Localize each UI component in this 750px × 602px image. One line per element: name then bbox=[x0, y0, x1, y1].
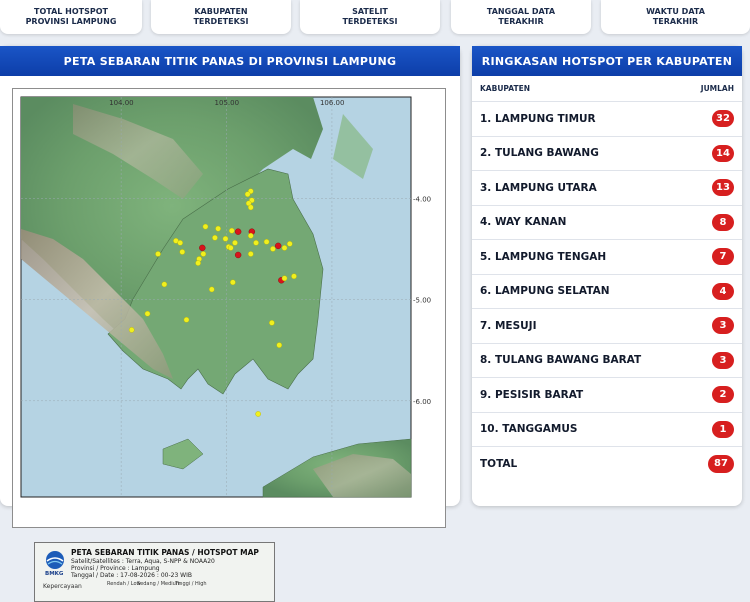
latitude-tick-label: -6.00 bbox=[413, 397, 432, 406]
column-header-jumlah: JUMLAH bbox=[700, 84, 734, 93]
kabupaten-name: 2. TULANG BAWANG bbox=[480, 147, 599, 160]
count-badge: 8 bbox=[712, 214, 734, 231]
count-badge: 3 bbox=[712, 317, 734, 334]
bmkg-logo-icon bbox=[43, 549, 67, 571]
total-label: TOTAL bbox=[480, 457, 518, 470]
hotspot-medium-marker bbox=[291, 274, 296, 279]
hotspot-medium-marker bbox=[216, 226, 221, 231]
stat-card-waktu bbox=[601, 0, 750, 34]
hotspot-medium-marker bbox=[201, 251, 206, 256]
total-badge: 87 bbox=[708, 455, 734, 473]
hotspot-medium-marker bbox=[253, 240, 258, 245]
kabupaten-name: 5. LAMPUNG TENGAH bbox=[480, 250, 607, 263]
summary-row bbox=[472, 274, 742, 309]
kabupaten-name: 8. TULANG BAWANG BARAT bbox=[480, 354, 642, 367]
hotspot-medium-marker bbox=[228, 245, 233, 250]
hotspot-medium-marker bbox=[212, 235, 217, 240]
stat-label: TOTAL HOTSPOT PROVINSI LAMPUNG bbox=[25, 7, 117, 26]
legend-class-medium: Sedang / Medium bbox=[137, 581, 181, 587]
kabupaten-name: 3. LAMPUNG UTARA bbox=[480, 181, 597, 194]
legend-class-low: Rendah / Low bbox=[107, 581, 141, 587]
hotspot-medium-marker bbox=[277, 343, 282, 348]
map-frame bbox=[12, 88, 446, 590]
kabupaten-name: 1. LAMPUNG TIMUR bbox=[480, 112, 596, 125]
hotspot-medium-marker bbox=[184, 317, 189, 322]
longitude-tick-label: 104.00 bbox=[109, 99, 134, 107]
legend-title: PETA SEBARAN TITIK PANAS / HOTSPOT MAP bbox=[71, 548, 259, 557]
hotspot-medium-marker bbox=[269, 320, 274, 325]
count-badge: 32 bbox=[712, 110, 734, 127]
latitude-tick-label: -4.00 bbox=[413, 195, 432, 204]
stat-card-tanggal bbox=[451, 0, 591, 34]
hotspot-high-marker bbox=[235, 229, 241, 235]
kabupaten-name: 6. LAMPUNG SELATAN bbox=[480, 285, 610, 298]
hotspot-medium-marker bbox=[178, 240, 183, 245]
hotspot-medium-marker bbox=[230, 280, 235, 285]
summary-row bbox=[472, 412, 742, 447]
hotspot-medium-marker bbox=[270, 246, 275, 251]
map-legend bbox=[34, 542, 275, 602]
kabupaten-name: 4. WAY KANAN bbox=[480, 216, 567, 229]
hotspot-medium-marker bbox=[162, 282, 167, 287]
hotspot-medium-marker bbox=[195, 260, 200, 265]
hotspot-medium-marker bbox=[264, 239, 269, 244]
hotspot-medium-marker bbox=[256, 411, 261, 416]
kabupaten-name: 7. MESUJI bbox=[480, 319, 537, 332]
summary-row bbox=[472, 377, 742, 412]
summary-row bbox=[472, 239, 742, 274]
longitude-tick-label: 106.00 bbox=[319, 99, 345, 107]
hotspot-medium-marker bbox=[248, 251, 253, 256]
summary-row bbox=[472, 343, 742, 378]
summary-row bbox=[472, 205, 742, 240]
summary-row bbox=[472, 101, 742, 136]
legend-confidence: Kepercayaan bbox=[43, 583, 82, 590]
hotspot-medium-marker bbox=[155, 251, 160, 256]
stat-label: TANGGAL DATA TERAKHIR bbox=[486, 7, 556, 26]
summary-row bbox=[472, 308, 742, 343]
hotspot-medium-marker bbox=[282, 276, 287, 281]
hotspot-medium-marker bbox=[209, 287, 214, 292]
hotspot-map[interactable] bbox=[13, 89, 447, 529]
stat-label: WAKTU DATA TERAKHIR bbox=[646, 7, 705, 26]
hotspot-summary-panel bbox=[472, 46, 742, 506]
count-badge: 2 bbox=[712, 386, 734, 403]
bmkg-logo-text: BMKG bbox=[45, 571, 64, 577]
summary-panel-title: RINGKASAN HOTSPOT PER KABUPATEN bbox=[472, 46, 742, 76]
hotspot-medium-marker bbox=[245, 192, 250, 197]
hotspot-map-panel bbox=[0, 46, 460, 590]
hotspot-medium-marker bbox=[180, 249, 185, 254]
hotspot-medium-marker bbox=[287, 241, 292, 246]
column-header-kabupaten: KABUPATEN bbox=[480, 84, 530, 93]
summary-row bbox=[472, 136, 742, 171]
summary-total-row bbox=[472, 446, 742, 480]
longitude-tick-label: 105.00 bbox=[214, 99, 240, 107]
hotspot-medium-marker bbox=[203, 224, 208, 229]
hotspot-medium-marker bbox=[282, 245, 287, 250]
hotspot-medium-marker bbox=[248, 205, 253, 210]
hotspot-medium-marker bbox=[229, 228, 234, 233]
stat-card-satelit bbox=[300, 0, 440, 34]
hotspot-medium-marker bbox=[248, 233, 253, 238]
summary-row bbox=[472, 170, 742, 205]
hotspot-high-marker bbox=[199, 245, 205, 251]
hotspot-medium-marker bbox=[232, 240, 237, 245]
count-badge: 7 bbox=[712, 248, 734, 265]
legend-date: Tanggal / Date : 17-08-2026 : 00-23 WIB bbox=[71, 572, 192, 579]
legend-class-high: Tinggi / High bbox=[175, 581, 207, 587]
hotspot-high-marker bbox=[235, 252, 241, 258]
stat-label: KABUPATEN TERDETEKSI bbox=[193, 7, 249, 26]
stat-card-kabupaten bbox=[151, 0, 291, 34]
hotspot-high-marker bbox=[275, 243, 281, 249]
count-badge: 13 bbox=[712, 179, 734, 196]
latitude-tick-label: -5.00 bbox=[413, 296, 432, 305]
legend-province: Provinsi / Province : Lampung bbox=[71, 565, 160, 572]
hotspot-medium-marker bbox=[223, 236, 228, 241]
count-badge: 4 bbox=[712, 283, 734, 300]
summary-column-headers bbox=[480, 84, 734, 93]
map-panel-title: PETA SEBARAN TITIK PANAS DI PROVINSI LAMPUNG bbox=[0, 46, 460, 76]
count-badge: 3 bbox=[712, 352, 734, 369]
hotspot-medium-marker bbox=[129, 327, 134, 332]
count-badge: 14 bbox=[712, 145, 734, 162]
stat-card-total-hotspot bbox=[0, 0, 142, 34]
hotspot-medium-marker bbox=[145, 311, 150, 316]
legend-satellite: Satelit/Satellites : Terra, Aqua, S-NPP & NOAA20 bbox=[71, 558, 215, 565]
kabupaten-name: 10. TANGGAMUS bbox=[480, 423, 578, 436]
summary-rows bbox=[472, 101, 742, 446]
count-badge: 1 bbox=[712, 421, 734, 438]
stat-label: SATELIT TERDETEKSI bbox=[342, 7, 398, 26]
kabupaten-name: 9. PESISIR BARAT bbox=[480, 388, 584, 401]
